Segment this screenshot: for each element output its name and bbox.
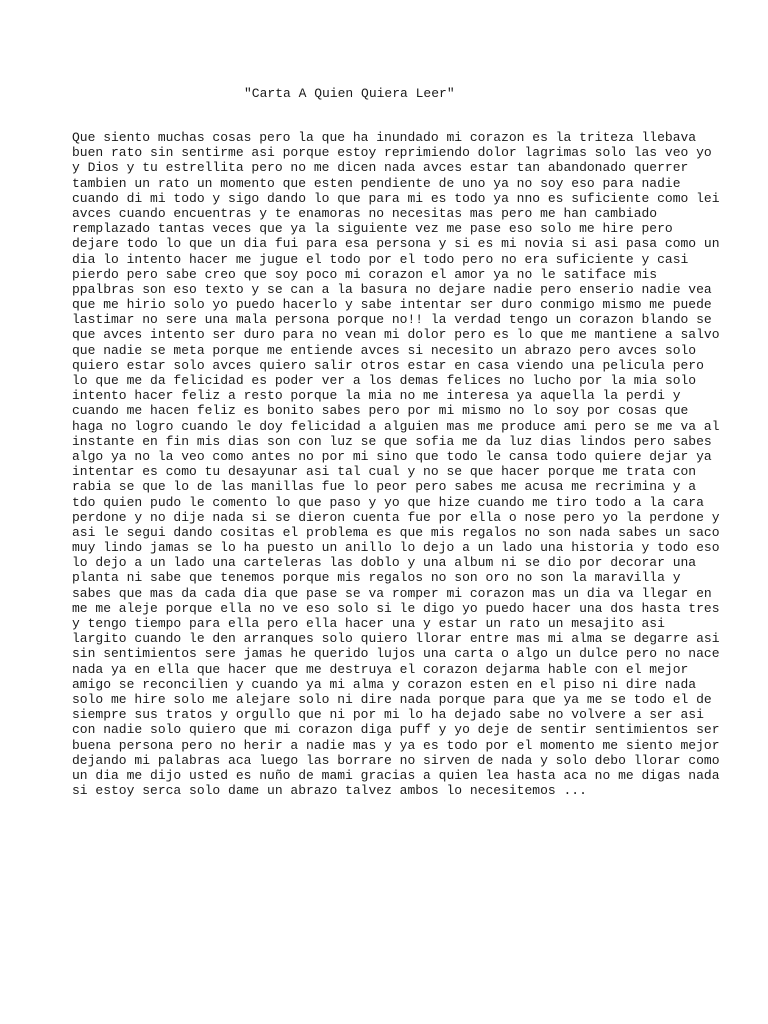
body-line: quiero estar solo avces quiero salir otros estar en casa viendo una pelicula pero bbox=[72, 357, 704, 373]
body-line: buen rato sin sentirme asi porque estoy reprimiendo dolor lagrimas solo las veo yo bbox=[72, 145, 712, 161]
body-line: dia lo intento hacer me jugue el todo por el todo pero no era suficiente y casi bbox=[72, 251, 689, 267]
body-line: haga no logro cuando le doy felicidad a alguien mas me produce ami pero se me va al bbox=[72, 418, 720, 434]
body-line: que avces intento ser duro para no vean mi dolor pero es lo que me mantiene a salvo bbox=[72, 327, 720, 343]
body-line: intentar es como tu desayunar asi tal cual y no se que hacer porque me trata con bbox=[72, 464, 697, 480]
body-line: tdo quien pudo le comento lo que paso y yo que hize cuando me tiro todo a la cara bbox=[72, 494, 704, 510]
body-line: remplazado tantas veces que ya la siguiente vez me pase eso solo me hire pero bbox=[72, 221, 673, 237]
body-line: algo ya no la veo como antes no por mi sino que todo le cansa todo quiere dejar ya bbox=[72, 448, 712, 464]
body-line: un dia me dijo usted es nuño de mami gracias a quien lea hasta aca no me digas nada bbox=[72, 767, 720, 783]
body-line: muy lindo jamas se lo ha puesto un anillo lo dejo a un lado una historia y todo eso bbox=[72, 540, 720, 556]
body-line: siempre sus tratos y orgullo que ni por mi lo ha dejado sabe no volvere a ser asi bbox=[72, 707, 704, 723]
body-line: lastimar no sere una mala persona porque no!! la verdad tengo un corazon blando se bbox=[72, 312, 712, 328]
body-line: y tengo tiempo para ella pero ella hacer una y estar un rato un mesajito asi bbox=[72, 616, 665, 631]
body-line: cuando di mi todo y sigo dando lo que para mi es todo ya nno es suficiente como lei bbox=[72, 190, 720, 206]
body-line: si estoy serca solo dame un abrazo talvez ambos lo necesitemos ... bbox=[72, 783, 587, 799]
document-title: "Carta A Quien Quiera Leer" bbox=[244, 86, 455, 101]
body-line: rabia se que lo de las manillas fue lo peor pero sabes me acusa me recrimina y a bbox=[72, 479, 697, 495]
body-line: que nadie se meta porque me entiende avces si necesito un abrazo pero avces solo bbox=[72, 342, 697, 358]
body-line: dejando mi palabras aca luego las borrare no sirven de nada y solo debo llorar como bbox=[72, 752, 720, 768]
body-line: planta ni sabe que tenemos porque mis regalos no son oro no son la maravilla y bbox=[72, 570, 681, 586]
body-line: perdone y no dije nada si se dieron cuenta fue por ella o nose pero yo la perdone y bbox=[72, 509, 720, 525]
body-line: buena persona pero no herir a nadie mas y ya es todo por el momento me siento mejor bbox=[72, 737, 720, 753]
body-line: que me hirio solo yo puedo hacerlo y sabe intentar ser duro conmigo mismo me puede bbox=[72, 297, 712, 313]
body-line: amigo se reconcilien y cuando ya mi alma y corazon esten en el piso ni dire nada bbox=[72, 676, 697, 692]
body-line: lo que me da felicidad es poder ver a los demas felices no lucho por la mia solo bbox=[72, 373, 697, 388]
body-line: con nadie solo quiero que mi corazon diga puff y yo deje de sentir sentimientos ser bbox=[72, 722, 720, 738]
body-line: tambien un rato un momento que esten pendiente de uno ya no soy eso para nadie bbox=[72, 175, 681, 191]
body-line: lo dejo a un lado una carteleras las doblo y una album ni se dio por decorar una bbox=[72, 555, 697, 571]
body-line: sabes que mas da cada dia que pase se va romper mi corazon mas un dia va llegar en bbox=[72, 585, 712, 601]
body-line: Que siento muchas cosas pero la que ha inundado mi corazon es la triteza llebava bbox=[72, 130, 697, 145]
body-line: avces cuando encuentras y te enamoras no necesitas mas pero me han cambiado bbox=[72, 205, 658, 221]
body-line: largito cuando le den arranques solo quiero llorar entre mas mi alma se degarre asi bbox=[72, 631, 720, 647]
body-line: ppalbras son eso texto y se can a la basura no dejare nadie pero enserio nadie vea bbox=[72, 281, 712, 297]
body-line: me me aleje porque ella no ve eso solo si le digo yo puedo hacer una dos hasta tres bbox=[72, 600, 720, 616]
body-line: instante en fin mis dias son con luz se que sofia me da luz dias lindos pero sabes bbox=[72, 433, 712, 449]
body-line: pierdo pero sabe creo que soy poco mi corazon el amor ya no le satiface mis bbox=[72, 266, 658, 282]
document-body bbox=[72, 130, 720, 799]
body-line: dejare todo lo que un dia fui para esa persona y si es mi novia si asi pasa como un bbox=[72, 236, 720, 252]
body-line: nada ya en ella que hacer que me destruya el corazon dejarma hable con el mejor bbox=[72, 661, 689, 677]
body-line: solo me hire solo me alejare solo ni dire nada porque para que ya me se todo el de bbox=[72, 691, 712, 707]
body-line: sin sentimientos sere jamas he querido lujos una carta o algo un dulce pero no nace bbox=[72, 646, 720, 662]
body-line: y Dios y tu estrellita pero no me dicen nada avces estar tan abandonado querrer bbox=[72, 160, 689, 176]
body-line: asi le segui dando cositas el problema es que mis regalos no son nada sabes un saco bbox=[72, 524, 720, 540]
body-line: cuando me hacen feliz es bonito sabes pero por mi mismo no lo soy por cosas que bbox=[72, 403, 689, 419]
body-line: intento hacer feliz a resto porque la mia no me interesa ya aquella la perdi y bbox=[72, 388, 681, 404]
